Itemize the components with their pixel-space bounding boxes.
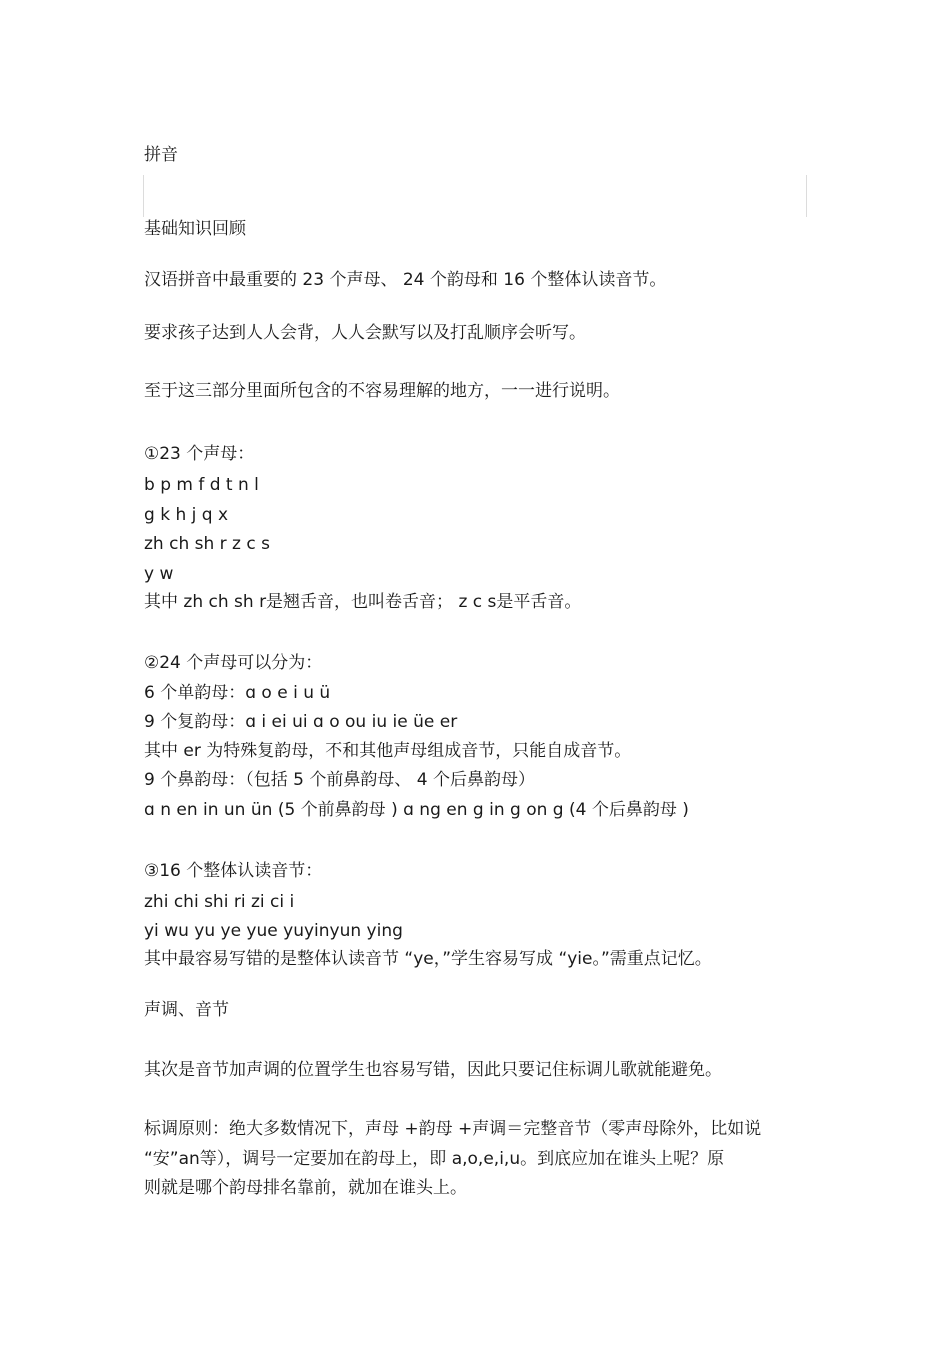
whole-syllables-heading: ③16 个整体认读音节： [144, 861, 323, 881]
tone-rule-line: 则就是哪个韵母排名靠前，就加在谁头上。 [144, 1178, 467, 1198]
whole-syllables-row: zhi chi shi ri zi ci i [144, 892, 295, 912]
intro-paragraph: 至于这三部分里面所包含的不容易理解的地方，一一进行说明。 [144, 381, 620, 401]
initials-heading: ①23 个声母： [144, 444, 255, 464]
special-final-note: 其中 er 为特殊复韵母，不和其他声母组成音节，只能自成音节。 [144, 741, 632, 761]
tone-intro: 其次是音节加声调的位置学生也容易写错，因此只要记住标调儿歌就能避免。 [144, 1060, 722, 1080]
section-heading-tones: 声调、音节 [144, 1000, 229, 1020]
page-title: 拼音 [144, 145, 178, 165]
intro-paragraph: 汉语拼音中最重要的 23 个声母、 24 个韵母和 16 个整体认读音节。 [144, 270, 667, 290]
initials-row: g k h j q x [144, 505, 229, 525]
whole-syllables-row: yi wu yu ye yue yuyinyun ying [144, 921, 403, 941]
right-divider [806, 175, 807, 217]
intro-paragraph: 要求孩子达到人人会背，人人会默写以及打乱顺序会听写。 [144, 323, 586, 343]
initials-row: b p m f d t n l [144, 475, 259, 495]
finals-heading: ②24 个声母可以分为： [144, 653, 323, 673]
nasal-finals-list: ɑ n en in un ün (5 个前鼻韵母 ) ɑ ng en g in g on g (4 个后鼻韵母 ) [144, 800, 689, 820]
initials-note: 其中 zh ch sh r是翘舌音，也叫卷舌音； z c s是平舌音。 [144, 592, 582, 612]
tone-rule-line: “安”an等），调号一定要加在韵母上，即 a,o,e,i,u。到底应加在谁头上呢？原 [144, 1149, 725, 1169]
compound-finals: 9 个复韵母：ɑ i ei ui ɑ o ou iu ie üe er [144, 712, 458, 732]
tone-rule-line: 标调原则：绝大多数情况下，声母 +韵母 +声调＝完整音节（零声母除外，比如说 [144, 1119, 762, 1139]
whole-syllables-note: 其中最容易写错的是整体认读音节 “ye，”学生容易写成 “yie。”需重点记忆。 [144, 949, 712, 969]
nasal-finals-heading: 9 个鼻韵母：（包括 5 个前鼻韵母、 4 个后鼻韵母） [144, 770, 535, 790]
single-finals: 6 个单韵母：ɑ o e i u ü [144, 683, 331, 703]
initials-row: y w [144, 564, 174, 584]
left-divider [143, 175, 144, 217]
initials-row: zh ch sh r z c s [144, 534, 270, 554]
section-heading-basics: 基础知识回顾 [144, 219, 246, 239]
